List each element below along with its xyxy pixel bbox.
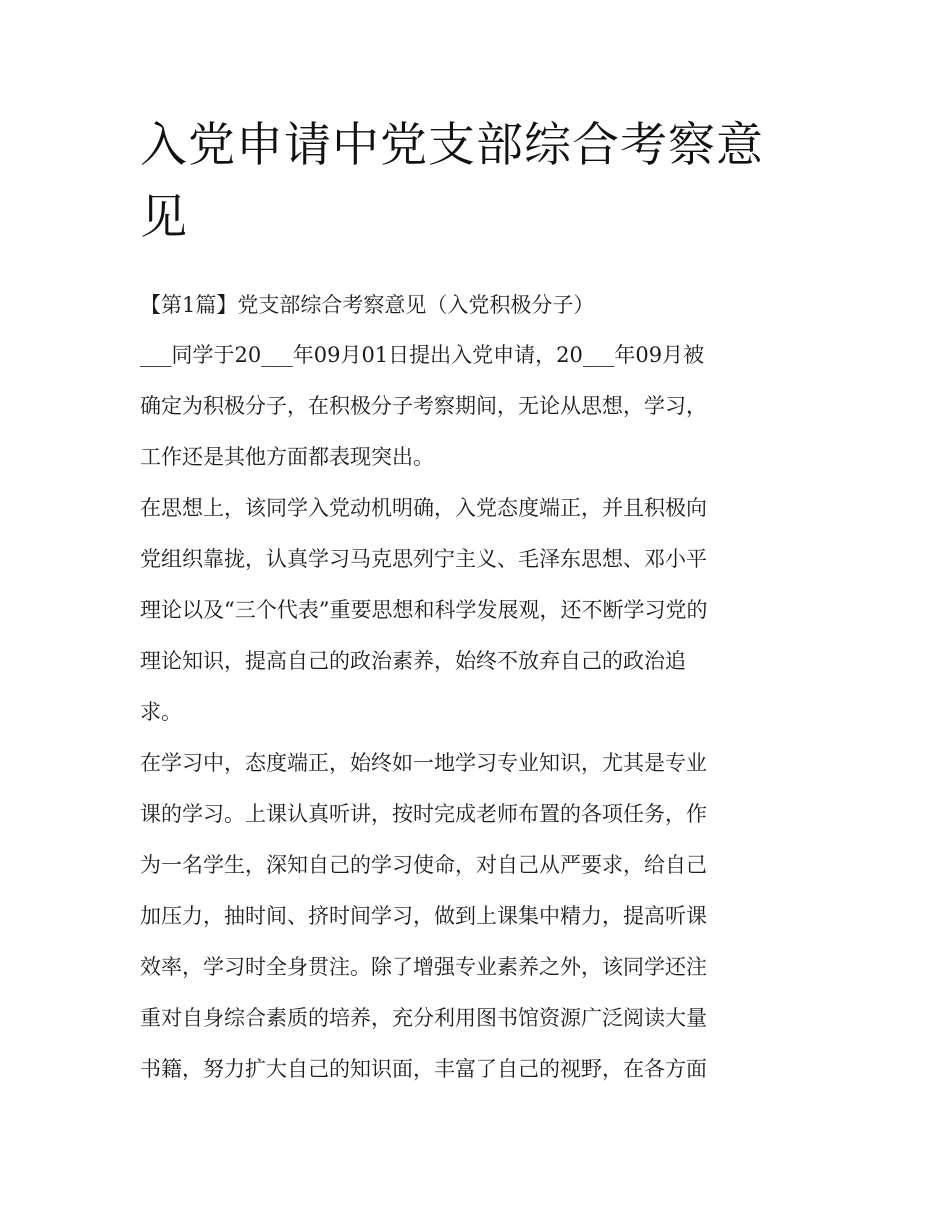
text-line: 课的学习。上课认真听讲，按时完成老师布置的各项任务，作 <box>140 802 707 826</box>
paragraph-intro <box>140 330 812 483</box>
text-line: 党组织靠拢，认真学习马克思列宁主义、毛泽东思想、邓小平 <box>140 547 707 571</box>
paragraph-thought <box>140 483 812 738</box>
text-line: 重对自身综合素质的培养，充分利用图书馆资源广泛阅读大量 <box>140 1006 707 1030</box>
text-line: 理论以及“三个代表”重要思想和科学发展观，还不断学习党的 <box>140 598 708 622</box>
text-line: 在思想上，该同学入党动机明确，入党态度端正，并且积极向 <box>140 496 707 520</box>
text-line: 效率，学习时全身贯注。除了增强专业素养之外，该同学还注 <box>140 955 707 979</box>
section-heading: 【第1篇】党支部综合考察意见（入党积极分子） <box>140 293 595 317</box>
text-line: 书籍，努力扩大自己的知识面，丰富了自己的视野，在各方面 <box>140 1057 707 1081</box>
text-line: 求。 <box>140 700 182 724</box>
text-line: 在学习中，态度端正，始终如一地学习专业知识，尤其是专业 <box>140 751 707 775</box>
text-line: 理论知识，提高自己的政治素养，始终不放弃自己的政治追 <box>140 649 686 673</box>
document-body <box>140 110 812 1095</box>
text-line: ___同学于20___年09月01日提出入党申请，20___年09月被 <box>140 343 705 367</box>
title-line: 入党申请中党支部综合考察意 <box>140 118 764 173</box>
text-line: 为一名学生，深知自己的学习使命，对自己从严要求，给自己 <box>140 853 707 877</box>
title-line: 见 <box>140 190 188 245</box>
text-line: 确定为积极分子，在积极分子考察期间，无论从思想，学习， <box>140 394 707 418</box>
text-line: 加压力，抽时间、挤时间学习，做到上课集中精力，提高听课 <box>140 904 707 928</box>
text-line: 工作还是其他方面都表现突出。 <box>140 445 434 469</box>
paragraph-study <box>140 738 812 1095</box>
document-title <box>140 110 812 254</box>
